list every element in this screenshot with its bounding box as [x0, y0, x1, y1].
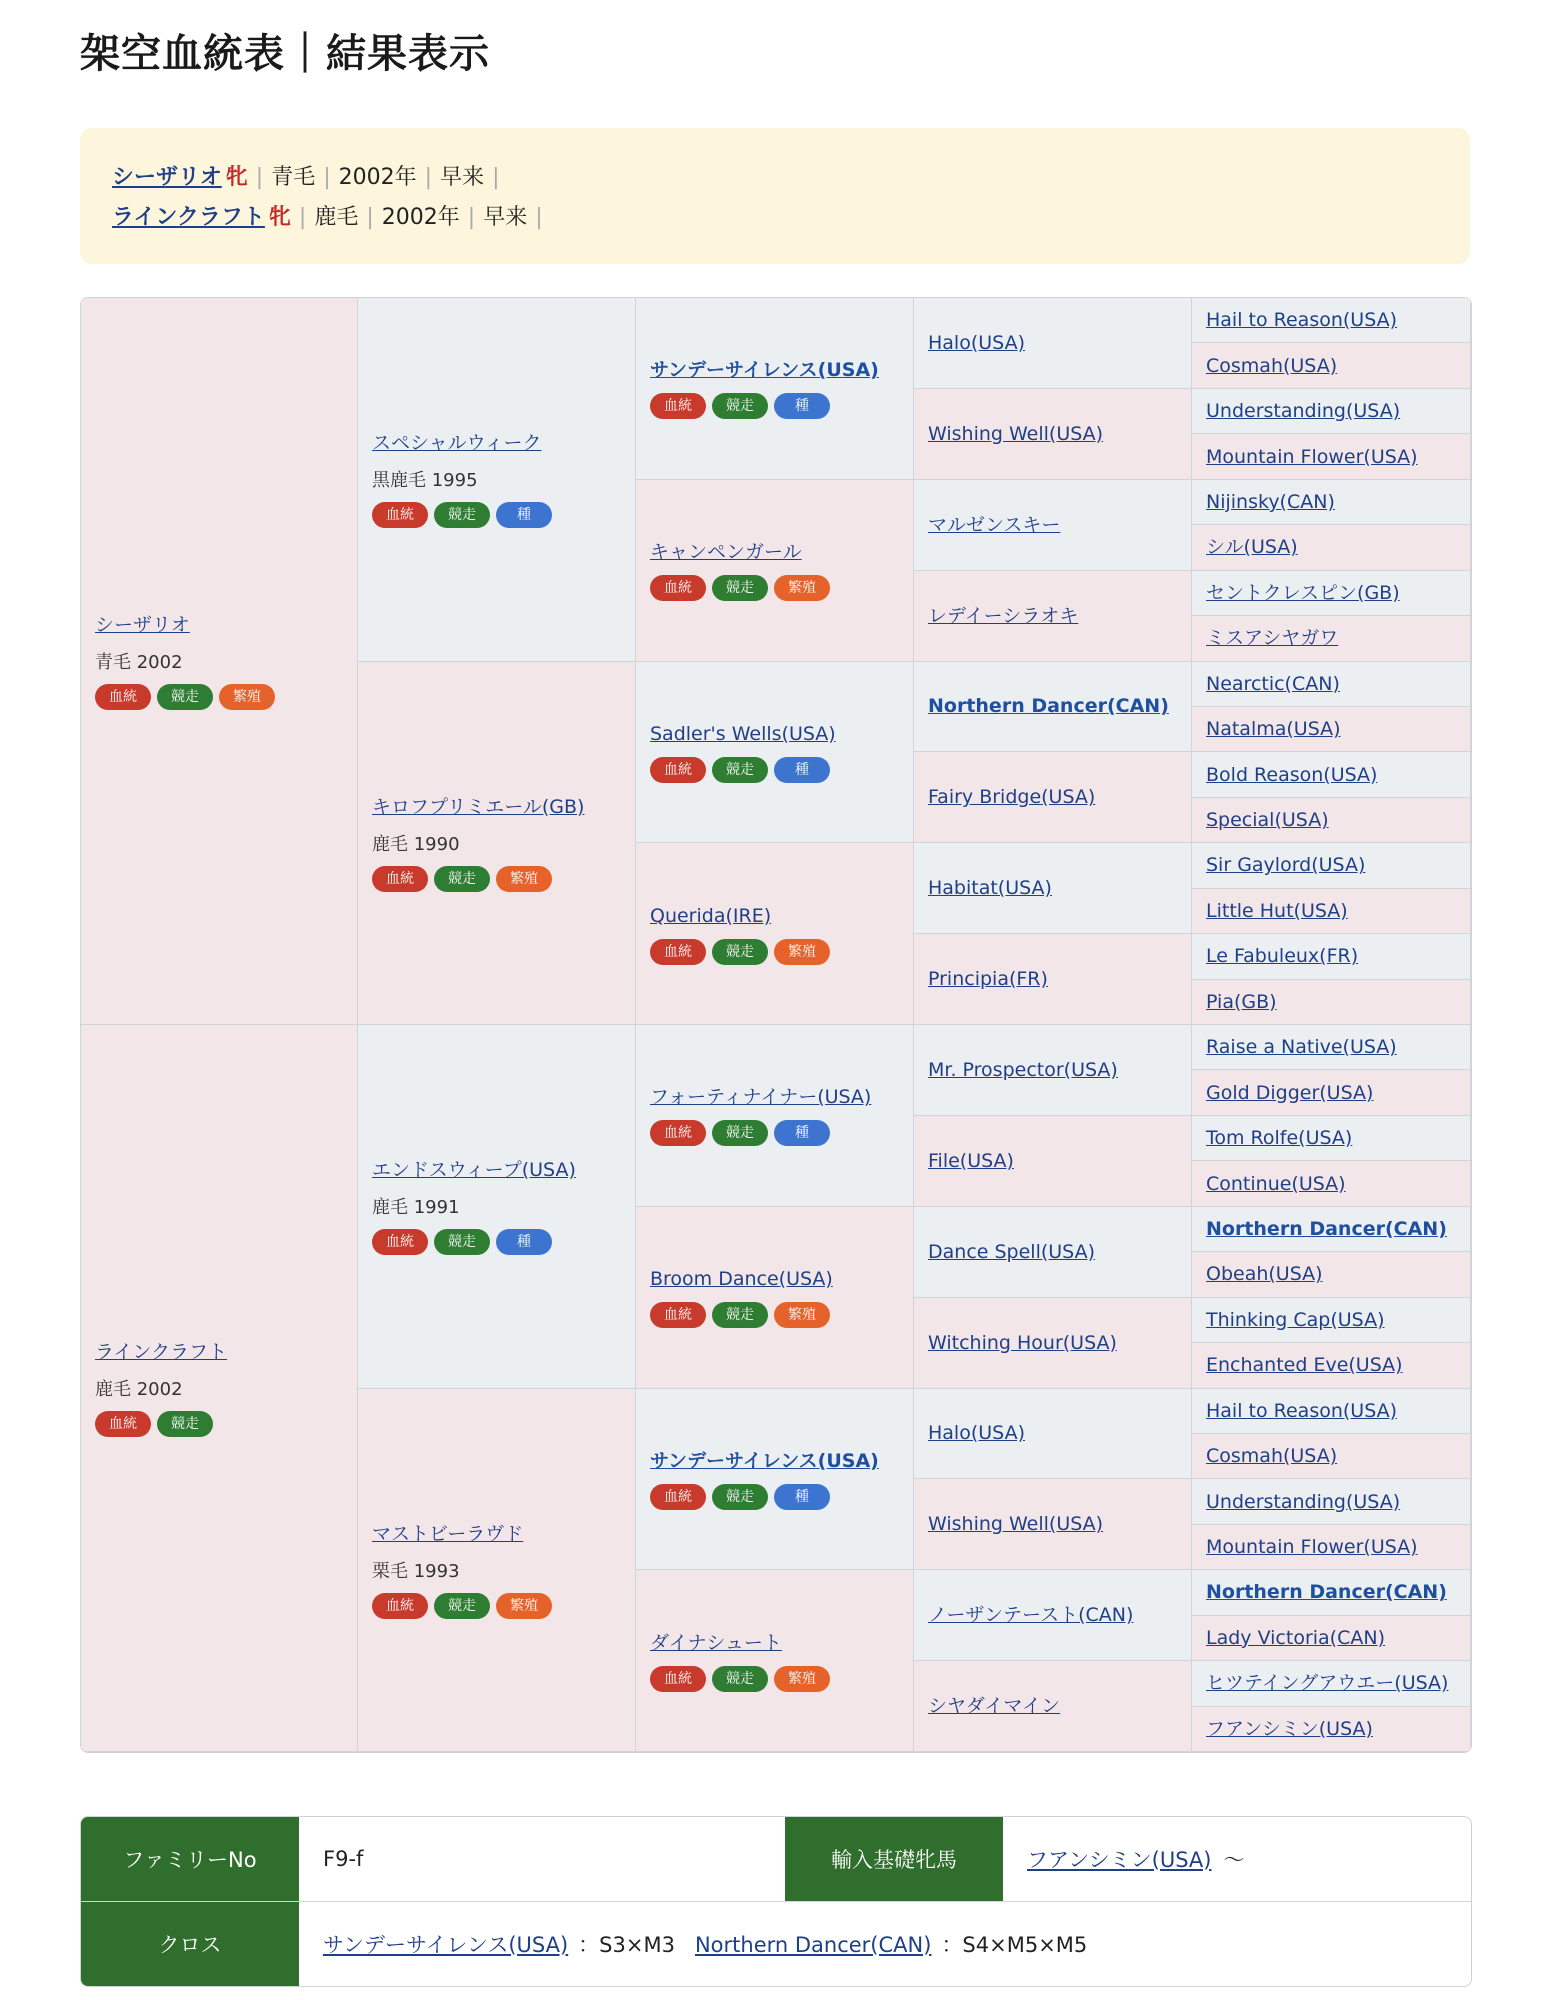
breed-badge[interactable]: 繁殖	[774, 939, 830, 965]
horse-name-link[interactable]: Principia(FR)	[928, 968, 1048, 991]
breed-badge[interactable]: 繁殖	[496, 1593, 552, 1619]
pedigree-cell-gen5	[1192, 843, 1471, 888]
blood-badge[interactable]: 血統	[650, 1666, 706, 1692]
horse-info: 黒鹿毛 1995	[372, 470, 478, 492]
import-suffix: 〜	[1223, 1848, 1245, 1872]
horse-name-link[interactable]: Broom Dance(USA)	[650, 1268, 833, 1291]
race-badge[interactable]: 競走	[434, 502, 490, 528]
race-badge[interactable]: 競走	[712, 939, 768, 965]
horse-name-link[interactable]: Halo(USA)	[928, 331, 1025, 354]
pedigree-cell-gen5	[1192, 1025, 1471, 1070]
horse-name-link[interactable]: Mountain Flower(USA)	[1206, 1536, 1418, 1559]
blood-badge[interactable]: 血統	[650, 939, 706, 965]
pedigree-cell-gen5	[1192, 1116, 1471, 1161]
pedigree-cell-gen4	[914, 1570, 1192, 1661]
pedigree-cell-gen4	[914, 1389, 1192, 1480]
pedigree-cell-gen2	[358, 1389, 636, 1753]
family-value: F9-f	[323, 1847, 364, 1871]
horse-name-link[interactable]: スペシャルウィーク	[372, 432, 542, 455]
horse-name-link[interactable]: Hail to Reason(USA)	[1206, 1399, 1398, 1422]
blood-badge[interactable]: 血統	[650, 393, 706, 419]
blood-badge[interactable]: 血統	[650, 1484, 706, 1510]
pedigree-cell-gen5	[1192, 1161, 1471, 1206]
import-mare-link[interactable]: フアンシミン(USA)	[1027, 1848, 1212, 1872]
summary-coat: 青毛	[271, 165, 316, 190]
blood-badge[interactable]: 血統	[372, 866, 428, 892]
horse-name-link[interactable]: ノーザンテースト(CAN)	[928, 1604, 1134, 1627]
summary-line: シーザリオ 牝 | 青毛 | 2002年 | 早来 |	[112, 165, 500, 190]
horse-name-link[interactable]: レデイーシラオキ	[928, 604, 1079, 627]
pedigree-cell-gen5	[1192, 571, 1471, 616]
badge-group	[650, 1484, 899, 1510]
pedigree-cell-gen5	[1192, 1525, 1471, 1570]
blood-badge[interactable]: 血統	[95, 1411, 151, 1437]
summary-sex: 牝	[225, 165, 248, 190]
race-badge[interactable]: 競走	[712, 393, 768, 419]
horse-name-link[interactable]: Enchanted Eve(USA)	[1206, 1354, 1403, 1377]
horse-name-link[interactable]: Northern Dancer(CAN)	[1206, 1217, 1447, 1240]
pedigree-cell-gen2	[358, 298, 636, 662]
horse-name-link[interactable]: セントクレスピン(GB)	[1206, 581, 1400, 604]
horse-info: 鹿毛 1991	[372, 1197, 460, 1219]
pedigree-cell-gen5	[1192, 1479, 1471, 1524]
cross-item	[323, 1929, 675, 1959]
horse-info: 鹿毛 1990	[372, 833, 460, 855]
horse-name-link[interactable]: Mr. Prospector(USA)	[928, 1058, 1118, 1081]
horse-name-link[interactable]: Continue(USA)	[1206, 1172, 1346, 1195]
horse-name-link[interactable]: サンデーサイレンス(USA)	[650, 1449, 879, 1472]
page-title: 架空血統表｜結果表示	[80, 31, 490, 77]
pedigree-cell-gen4	[914, 662, 1192, 753]
summary-tail: |	[535, 205, 543, 230]
horse-name-link[interactable]: ダイナシュート	[650, 1631, 782, 1654]
pedigree-cell-gen4	[914, 298, 1192, 389]
badge-group	[95, 1411, 343, 1437]
pedigree-cell-gen5	[1192, 752, 1471, 797]
horse-name-link[interactable]: Gold Digger(USA)	[1206, 1081, 1374, 1104]
stud-badge[interactable]: 種	[774, 393, 830, 419]
cross-horse-link[interactable]: Northern Dancer(CAN)	[694, 1933, 932, 1957]
badge-group	[95, 684, 343, 710]
race-badge[interactable]: 競走	[712, 1666, 768, 1692]
pedigree-cell-gen5	[1192, 434, 1471, 479]
race-badge[interactable]: 競走	[434, 1593, 490, 1619]
badge-group	[650, 757, 899, 783]
horse-name-link[interactable]: Habitat(USA)	[928, 877, 1052, 900]
horse-name-link[interactable]: Nijinsky(CAN)	[1206, 490, 1335, 513]
race-badge[interactable]: 競走	[434, 866, 490, 892]
stud-badge[interactable]: 種	[496, 1229, 552, 1255]
pedigree-cell-gen5	[1192, 1298, 1471, 1343]
badge-group	[372, 1229, 621, 1255]
pedigree-cell-gen5	[1192, 707, 1471, 752]
race-badge[interactable]: 競走	[712, 1484, 768, 1510]
horse-name-link[interactable]: キロフプリミエール(GB)	[372, 795, 585, 818]
summary-horse-link[interactable]: シーザリオ	[112, 165, 222, 190]
badge-group	[372, 502, 621, 528]
pedigree-cell-gen4	[914, 1025, 1192, 1116]
cross-value: ：S4×M5×M5	[941, 1933, 1088, 1957]
summary-note: 早来	[483, 205, 528, 230]
pedigree-cell-gen5	[1192, 798, 1471, 843]
pedigree-cell-gen4	[914, 1479, 1192, 1570]
horse-name-link[interactable]: Witching Hour(USA)	[928, 1331, 1117, 1354]
race-badge[interactable]: 競走	[434, 1229, 490, 1255]
stud-badge[interactable]: 種	[774, 757, 830, 783]
race-badge[interactable]: 競走	[712, 575, 768, 601]
horse-name-link[interactable]: Cosmah(USA)	[1206, 354, 1338, 377]
pedigree-cell-gen1	[81, 298, 358, 1025]
pedigree-cell-gen3	[636, 843, 914, 1025]
import-cell	[1003, 1817, 1268, 1901]
blood-badge[interactable]: 血統	[650, 575, 706, 601]
breed-badge[interactable]: 繁殖	[496, 866, 552, 892]
summary-horse-link[interactable]: ラインクラフト	[112, 205, 265, 230]
race-badge[interactable]: 競走	[712, 1302, 768, 1328]
badge-group	[650, 1666, 899, 1692]
pedigree-cell-gen3	[636, 298, 914, 480]
horse-name-link[interactable]: Lady Victoria(CAN)	[1206, 1626, 1385, 1649]
pedigree-cell-gen5	[1192, 616, 1471, 661]
horse-name-link[interactable]: Understanding(USA)	[1206, 400, 1401, 423]
horse-name-link[interactable]: Understanding(USA)	[1206, 1490, 1401, 1513]
horse-name-link[interactable]: Nearctic(CAN)	[1206, 672, 1340, 695]
summary-line: ラインクラフト 牝 | 鹿毛 | 2002年 | 早来 |	[112, 205, 543, 230]
pedigree-cell-gen4	[914, 1207, 1192, 1298]
race-badge[interactable]: 競走	[712, 1120, 768, 1146]
pedigree-cell-gen3	[636, 1570, 914, 1752]
horse-name-link[interactable]: Dance Spell(USA)	[928, 1240, 1096, 1263]
badge-group	[650, 393, 899, 419]
horse-name-link[interactable]: Sir Gaylord(USA)	[1206, 854, 1366, 877]
badge-group	[372, 1593, 621, 1619]
horse-name-link[interactable]: Obeah(USA)	[1206, 1263, 1323, 1286]
horse-name-link[interactable]: Pia(GB)	[1206, 990, 1277, 1013]
horse-name-link[interactable]: シル(USA)	[1206, 536, 1298, 559]
horse-name-link[interactable]: Fairy Bridge(USA)	[928, 786, 1096, 809]
horse-name-link[interactable]: Mountain Flower(USA)	[1206, 445, 1418, 468]
pedigree-cell-gen4	[914, 934, 1192, 1025]
summary-year: 2002年	[381, 205, 460, 230]
horse-name-link[interactable]: Hail to Reason(USA)	[1206, 309, 1398, 332]
summary-box	[80, 128, 1470, 264]
horse-name-link[interactable]: Little Hut(USA)	[1206, 899, 1348, 922]
pedigree-cell-gen5	[1192, 480, 1471, 525]
pedigree-cell-gen4	[914, 571, 1192, 662]
pedigree-cell-gen5	[1192, 1616, 1471, 1661]
pedigree-cell-gen5	[1192, 980, 1471, 1025]
pedigree-cell-gen2	[358, 662, 636, 1026]
pedigree-cell-gen5	[1192, 1661, 1471, 1706]
breed-badge[interactable]: 繁殖	[774, 575, 830, 601]
horse-name-link[interactable]: フォーティナイナー(USA)	[650, 1086, 872, 1109]
info-row-family	[81, 1817, 1471, 1902]
horse-name-link[interactable]: フアンシミン(USA)	[1206, 1717, 1373, 1740]
pedigree-cell-gen5	[1192, 1207, 1471, 1252]
horse-info: 栗毛 1993	[372, 1560, 460, 1582]
horse-name-link[interactable]: Wishing Well(USA)	[928, 1513, 1104, 1536]
horse-name-link[interactable]: キャンペンガール	[650, 541, 802, 564]
pedigree-cell-gen5	[1192, 298, 1471, 343]
cross-value: ：S3×M3	[578, 1933, 675, 1957]
pedigree-cell-gen5	[1192, 1343, 1471, 1388]
pedigree-cell-gen4	[914, 480, 1192, 571]
horse-info: 鹿毛 2002	[95, 1379, 183, 1400]
horse-name-link[interactable]: File(USA)	[928, 1149, 1014, 1172]
pedigree-table	[80, 297, 1472, 1753]
pedigree-cell-gen4	[914, 752, 1192, 843]
info-row-cross	[81, 1902, 1471, 1986]
pedigree-cell-gen5	[1192, 1434, 1471, 1479]
horse-name-link[interactable]: Halo(USA)	[928, 1422, 1025, 1445]
stud-badge[interactable]: 種	[774, 1484, 830, 1510]
pedigree-cell-gen3	[636, 480, 914, 662]
horse-name-link[interactable]: エンドスウィープ(USA)	[372, 1159, 576, 1182]
horse-info: 青毛 2002	[95, 652, 183, 673]
pedigree-cell-gen5	[1192, 934, 1471, 979]
breed-badge[interactable]: 繁殖	[774, 1302, 830, 1328]
blood-badge[interactable]: 血統	[372, 1229, 428, 1255]
pedigree-cell-gen5	[1192, 889, 1471, 934]
pedigree-cell-gen4	[914, 1661, 1192, 1752]
pedigree-cell-gen4	[914, 1298, 1192, 1389]
blood-badge[interactable]: 血統	[650, 757, 706, 783]
pedigree-cell-gen5	[1192, 1570, 1471, 1615]
horse-name-link[interactable]: Le Fabuleux(FR)	[1206, 945, 1359, 968]
pedigree-cell-gen3	[636, 1025, 914, 1207]
pedigree-cell-gen1	[81, 1025, 358, 1752]
badge-group	[650, 575, 899, 601]
pedigree-cell-gen4	[914, 389, 1192, 480]
badge-group	[650, 1302, 899, 1328]
blood-badge[interactable]: 血統	[372, 1593, 428, 1619]
horse-name-link[interactable]: ヒツテイングアウエー(USA)	[1206, 1672, 1449, 1695]
summary-sex: 牝	[268, 205, 291, 230]
horse-name-link[interactable]: Cosmah(USA)	[1206, 1445, 1338, 1468]
horse-name-link[interactable]: ミスアシヤガワ	[1206, 627, 1339, 650]
cross-horse-link[interactable]: サンデーサイレンス(USA)	[323, 1933, 569, 1957]
cross-cell	[299, 1902, 1131, 1986]
breed-badge[interactable]: 繁殖	[774, 1666, 830, 1692]
summary-tail: |	[492, 165, 500, 190]
cross-label: クロス	[81, 1902, 299, 1986]
horse-name-link[interactable]: ラインクラフト	[95, 1341, 228, 1363]
info-table	[80, 1816, 1472, 1987]
pedigree-cell-gen5	[1192, 1252, 1471, 1297]
horse-name-link[interactable]: サンデーサイレンス(USA)	[650, 359, 879, 382]
summary-year: 2002年	[338, 165, 417, 190]
horse-name-link[interactable]: Special(USA)	[1206, 809, 1329, 832]
pedigree-cell-gen5	[1192, 525, 1471, 570]
pedigree-cell-gen5	[1192, 1389, 1471, 1434]
pedigree-cell-gen3	[636, 662, 914, 844]
horse-name-link[interactable]: シーザリオ	[95, 614, 190, 636]
blood-badge[interactable]: 血統	[650, 1302, 706, 1328]
pedigree-cell-gen4	[914, 1116, 1192, 1207]
race-badge[interactable]: 競走	[157, 684, 213, 710]
horse-name-link[interactable]: Northern Dancer(CAN)	[1206, 1581, 1447, 1604]
pedigree-cell-gen2	[358, 1025, 636, 1389]
pedigree-cell-gen5	[1192, 662, 1471, 707]
horse-name-link[interactable]: Northern Dancer(CAN)	[928, 695, 1169, 718]
badge-group	[650, 939, 899, 965]
pedigree-cell-gen3	[636, 1389, 914, 1571]
breed-badge[interactable]: 繁殖	[219, 684, 275, 710]
horse-name-link[interactable]: Thinking Cap(USA)	[1206, 1308, 1385, 1331]
family-label: ファミリーNo	[81, 1817, 299, 1901]
horse-name-link[interactable]: Querida(IRE)	[650, 904, 772, 927]
cross-item	[695, 1929, 1087, 1959]
stud-badge[interactable]: 種	[496, 502, 552, 528]
horse-name-link[interactable]: Tom Rolfe(USA)	[1206, 1127, 1353, 1150]
summary-note: 早来	[440, 165, 485, 190]
horse-name-link[interactable]: Wishing Well(USA)	[928, 422, 1104, 445]
horse-name-link[interactable]: マルゼンスキー	[928, 513, 1061, 536]
pedigree-cell-gen5	[1192, 1707, 1471, 1752]
pedigree-cell-gen5	[1192, 389, 1471, 434]
horse-name-link[interactable]: マストビーラヴド	[372, 1522, 524, 1545]
blood-badge[interactable]: 血統	[372, 502, 428, 528]
horse-name-link[interactable]: Sadler's Wells(USA)	[650, 722, 836, 745]
pedigree-cell-gen5	[1192, 1070, 1471, 1115]
blood-badge[interactable]: 血統	[95, 684, 151, 710]
horse-name-link[interactable]: Bold Reason(USA)	[1206, 763, 1378, 786]
horse-name-link[interactable]: シヤダイマイン	[928, 1695, 1061, 1718]
pedigree-cell-gen3	[636, 1207, 914, 1389]
summary-coat: 鹿毛	[314, 205, 359, 230]
badge-group	[650, 1120, 899, 1146]
stud-badge[interactable]: 種	[774, 1120, 830, 1146]
pedigree-cell-gen5	[1192, 343, 1471, 388]
race-badge[interactable]: 競走	[712, 757, 768, 783]
horse-name-link[interactable]: Natalma(USA)	[1206, 718, 1341, 741]
badge-group	[372, 866, 621, 892]
race-badge[interactable]: 競走	[157, 1411, 213, 1437]
import-label: 輸入基礎牝馬	[785, 1817, 1003, 1901]
pedigree-cell-gen4	[914, 843, 1192, 934]
blood-badge[interactable]: 血統	[650, 1120, 706, 1146]
horse-name-link[interactable]: Raise a Native(USA)	[1206, 1036, 1397, 1059]
